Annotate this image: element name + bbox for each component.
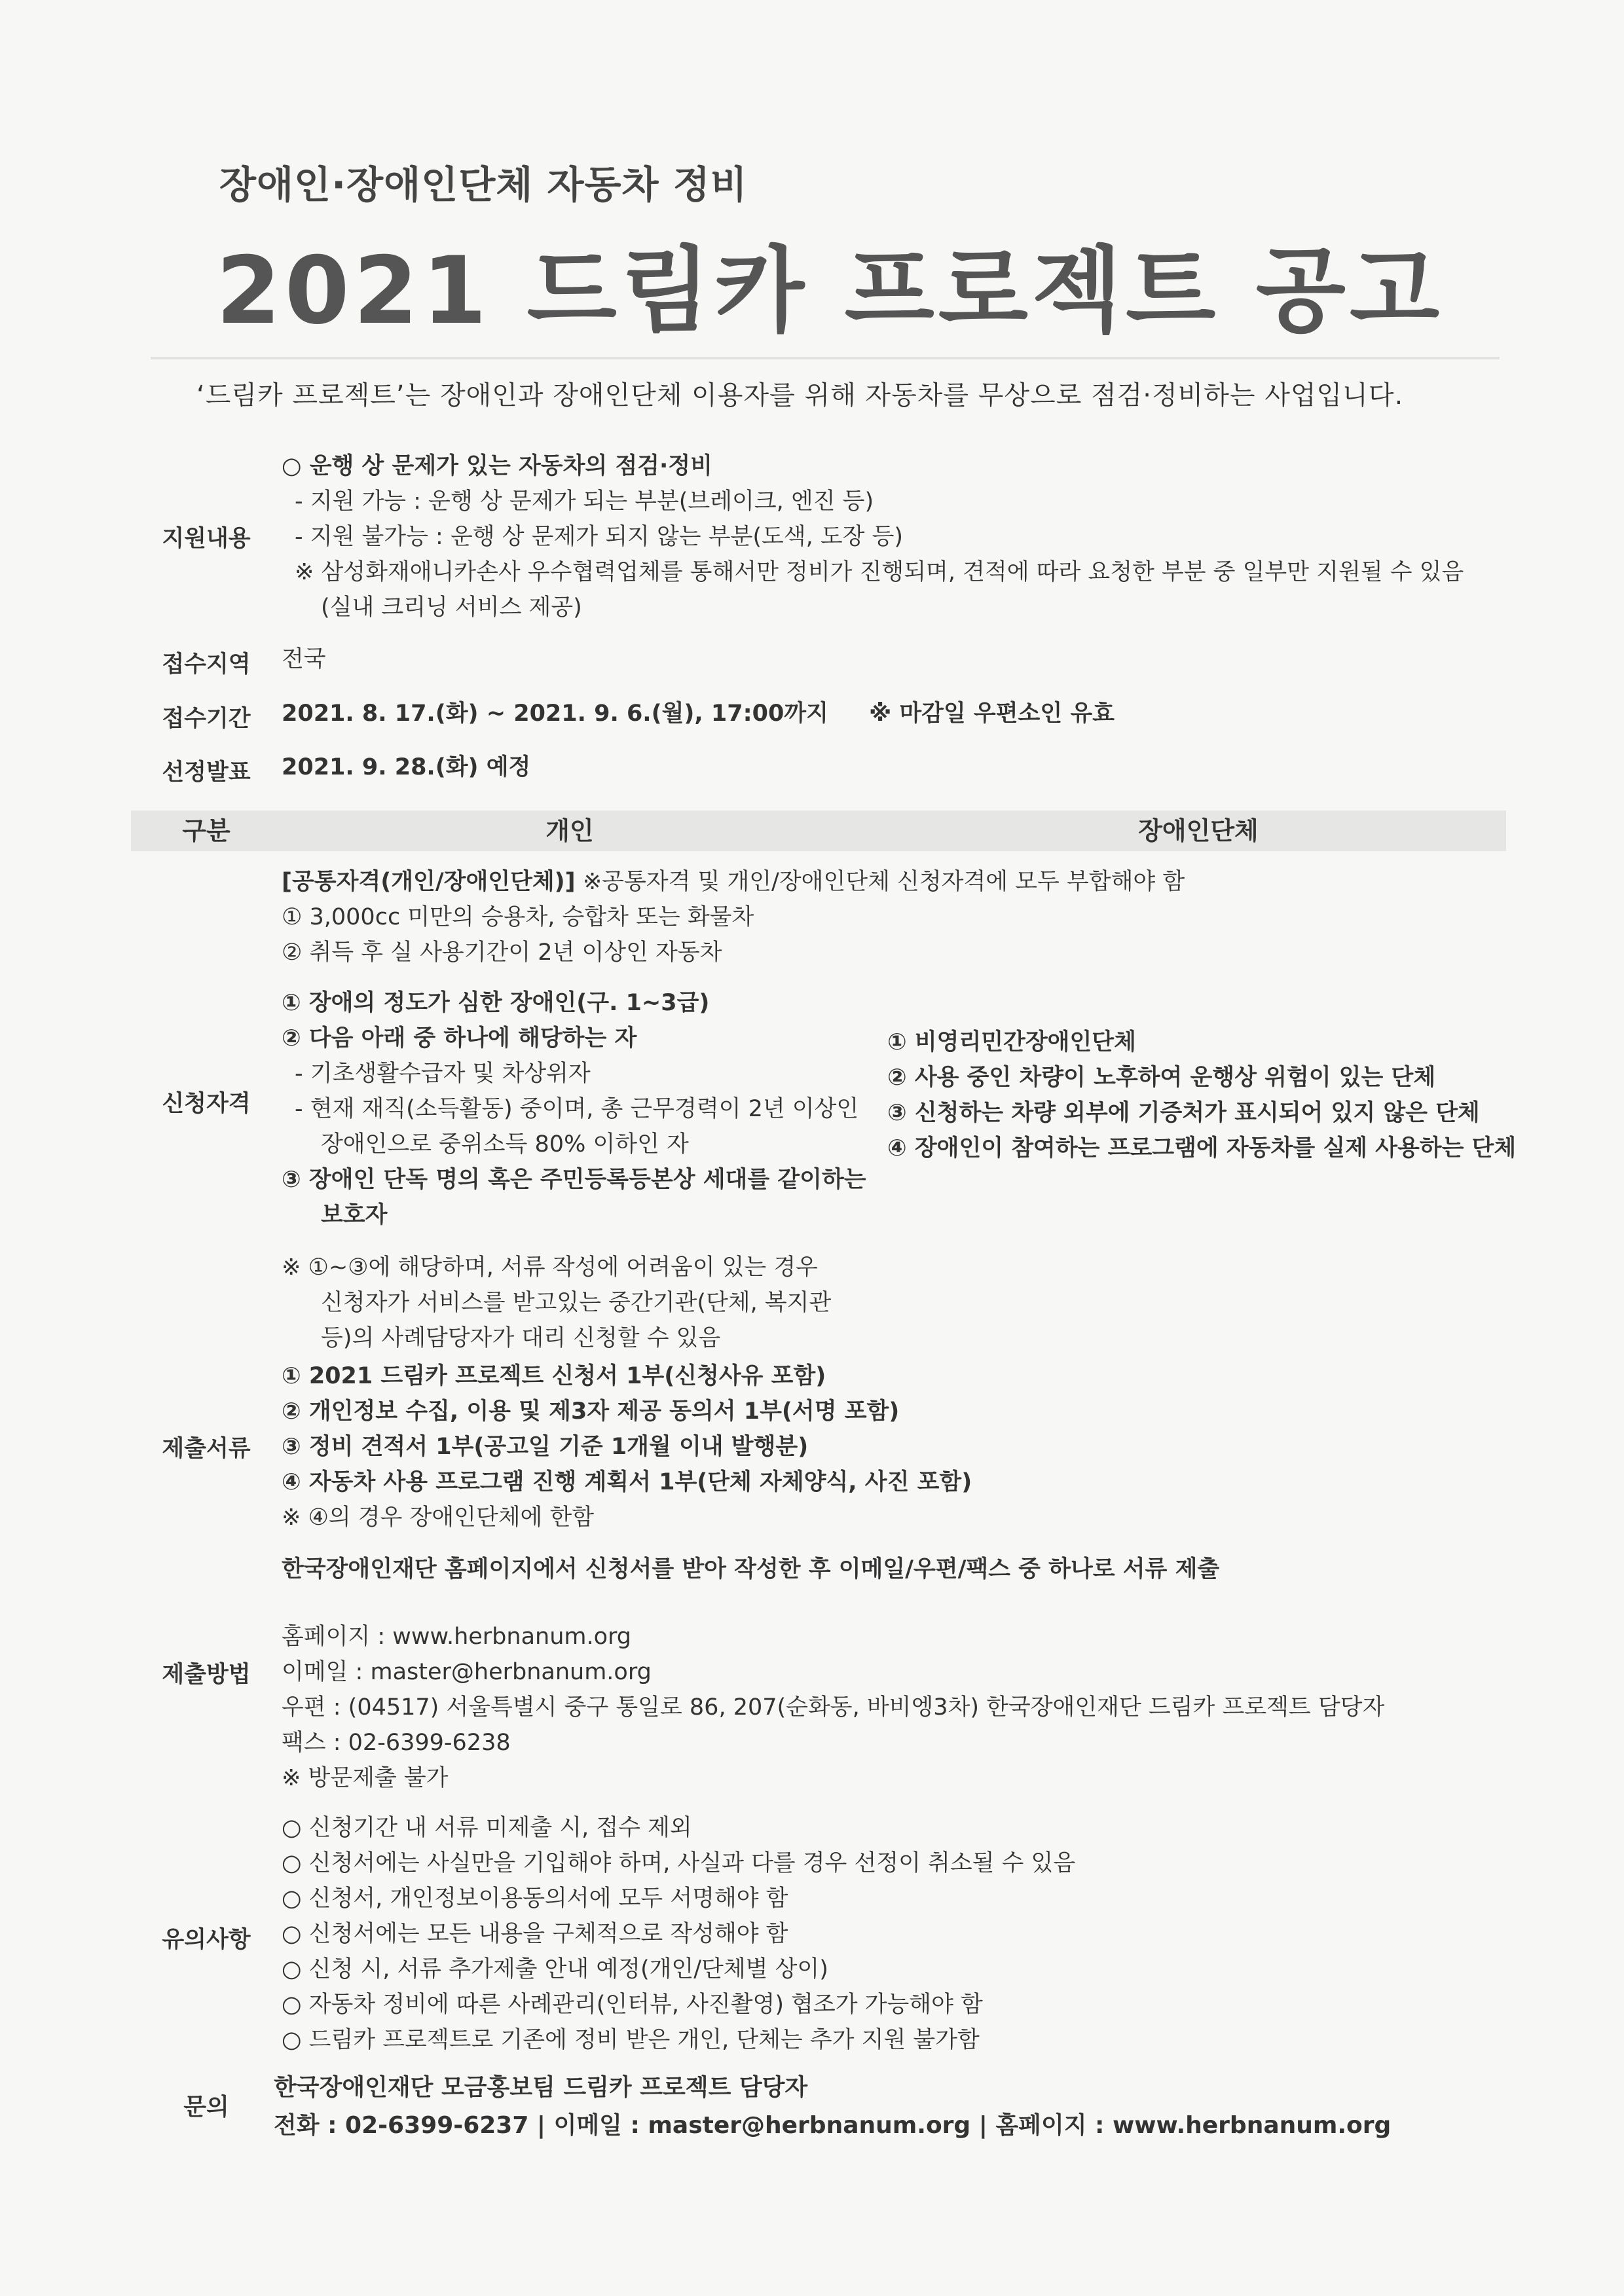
note-item: ○ 신청 시, 서류 추가제출 안내 예정(개인/단체별 상이): [282, 1956, 828, 1982]
announce-value: 2021. 9. 28.(화) 예정: [282, 754, 531, 780]
period-value: 2021. 8. 17.(화) ~ 2021. 9. 6.(월), 17:00까지: [282, 701, 828, 727]
individual-item: ③ 장애인 단독 명의 혹은 주민등록등본상 세대를 같이하는: [282, 1167, 866, 1193]
note-item: ○ 자동차 정비에 따른 사례관리(인터뷰, 사진촬영) 협조가 가능해야 함: [282, 1992, 983, 2018]
individual-item: ① 장애의 정도가 심한 장애인(구. 1~3급): [282, 990, 710, 1016]
note-item: ○ 신청서, 개인정보이용동의서에 모두 서명해야 함: [282, 1886, 788, 1912]
contact-label: 문의: [183, 2094, 229, 2121]
common-title: [공통자격(개인/장애인단체)]: [282, 869, 576, 895]
notes-block: [282, 1810, 1513, 2058]
support-line: (실내 크리닝 서비스 제공): [321, 594, 582, 621]
submission-label: 제출방법: [162, 1662, 251, 1688]
period-block: [282, 696, 1513, 731]
region-block: [282, 642, 1513, 677]
eligibility-organization: [887, 1025, 1517, 1166]
submission-fax: 팩스 : 02-6399-6238: [282, 1730, 511, 1756]
submission-headline: 한국장애인재단 홈페이지에서 신청서를 받아 작성한 후 이메일/우편/팩스 중 하나로 서류 제출: [282, 1556, 1220, 1582]
submission-homepage: 홈페이지 : www.herbnanum.org: [282, 1624, 632, 1650]
individual-item: 장애인으로 중위소득 80% 이하인 자: [321, 1131, 689, 1157]
page-title: 2021 드림카 프로젝트 공고: [216, 237, 1444, 345]
support-block: [282, 448, 1513, 625]
period-line: [282, 696, 1513, 731]
organization-item: ④ 장애인이 참여하는 프로그램에 자동차를 실제 사용하는 단체: [887, 1135, 1517, 1161]
submission-post: 우편 : (04517) 서울특별시 중구 통일로 86, 207(순화동, 바비엥3차) 한국장애인재단 드림카 프로젝트 담당자: [282, 1694, 1385, 1721]
support-line: - 지원 불가능 : 운행 상 문제가 되지 않는 부분(도색, 도장 등): [295, 524, 904, 550]
submission-headline-block: [282, 1552, 1513, 1587]
contact-details: 전화 : 02-6399-6237 | 이메일 : master@herbnanum.org | 홈페이지 : www.herbnanum.org: [274, 2112, 1392, 2139]
documents-note: ※ ④의 경우 장애인단체에 한함: [282, 1504, 595, 1531]
header-individual: 개인: [545, 816, 594, 845]
note-item: ○ 신청서에는 사실만을 기입해야 하며, 사실과 다를 경우 선정이 취소될 수 있음: [282, 1850, 1076, 1876]
announce-block: [282, 750, 1513, 785]
notes-label: 유의사항: [162, 1927, 251, 1953]
eligibility-label: 신청자격: [162, 1091, 251, 1117]
eligibility-individual: [282, 985, 910, 1356]
support-label: 지원내용: [162, 526, 251, 552]
individual-note: 등)의 사례담당자가 대리 신청할 수 있음: [321, 1325, 721, 1351]
title-divider: [151, 357, 1500, 359]
region-value: 전국: [282, 646, 326, 672]
intro-text: ‘드림카 프로젝트’는 장애인과 장애인단체 이용자를 위해 자동차를 무상으로 점검·정비하는 사업입니다.: [196, 380, 1404, 410]
header-category: 구분: [182, 816, 231, 845]
note-item: ○ 신청서에는 모든 내용을 구체적으로 작성해야 함: [282, 1921, 788, 1947]
support-line: ○ 운행 상 문제가 있는 자동차의 점검·정비: [282, 453, 712, 479]
document-item: ② 개인정보 수집, 이용 및 제3자 제공 동의서 1부(서명 포함): [282, 1398, 900, 1425]
individual-note: 신청자가 서비스를 받고있는 중간기관(단체, 복지관: [321, 1290, 832, 1316]
common-note: ※공통자격 및 개인/장애인단체 신청자격에 모두 부합해야 함: [575, 869, 1185, 895]
period-label: 접수기간: [162, 706, 251, 732]
common-title-line: [282, 864, 1513, 900]
individual-item: - 현재 재직(소득활동) 중이며, 총 근무경력이 2년 이상인: [295, 1096, 859, 1122]
organization-item: ② 사용 중인 차량이 노후하여 운행상 위험이 있는 단체: [887, 1065, 1436, 1091]
submission-block: [282, 1619, 1513, 1796]
individual-item: 보호자: [321, 1202, 388, 1228]
subtitle: 장애인·장애인단체 자동차 정비: [219, 162, 748, 207]
common-item: ② 취득 후 실 사용기간이 2년 이상인 자동차: [282, 939, 722, 966]
eligibility-common: [282, 864, 1513, 970]
contact-block: [274, 2069, 1518, 2145]
common-item: ① 3,000cc 미만의 승용차, 승합차 또는 화물차: [282, 904, 754, 930]
organization-item: ③ 신청하는 차량 외부에 기증처가 표시되어 있지 않은 단체: [887, 1100, 1480, 1126]
document-item: ③ 정비 견적서 1부(공고일 기준 1개월 이내 발행분): [282, 1434, 809, 1460]
support-line: ※ 삼성화재애니카손사 우수협력업체를 통해서만 정비가 진행되며, 견적에 따라 요청한 부분 중 일부만 지원될 수 있음: [295, 559, 1464, 585]
contact-team: 한국장애인재단 모금홍보팀 드림카 프로젝트 담당자: [274, 2074, 808, 2101]
submission-email: 이메일 : master@herbnanum.org: [282, 1659, 652, 1685]
individual-item: ② 다음 아래 중 하나에 해당하는 자: [282, 1025, 637, 1051]
announce-label: 선정발표: [162, 759, 251, 786]
individual-note: ※ ①~③에 해당하며, 서류 작성에 어려움이 있는 경우: [282, 1254, 818, 1281]
note-item: ○ 신청기간 내 서류 미제출 시, 접수 제외: [282, 1815, 692, 1841]
support-line: - 지원 가능 : 운행 상 문제가 되는 부분(브레이크, 엔진 등): [295, 488, 874, 515]
documents-block: [282, 1358, 1513, 1535]
document-item: ① 2021 드림카 프로젝트 신청서 1부(신청사유 포함): [282, 1363, 826, 1389]
individual-item: - 기초생활수급자 및 차상위자: [295, 1061, 591, 1087]
header-organization: 장애인단체: [1138, 816, 1259, 845]
documents-label: 제출서류: [162, 1436, 251, 1462]
note-item: ○ 드림카 프로젝트로 기존에 정비 받은 개인, 단체는 추가 지원 불가함: [282, 2027, 980, 2053]
region-label: 접수지역: [162, 651, 251, 678]
organization-item: ① 비영리민간장애인단체: [887, 1029, 1136, 1055]
period-note: ※ 마감일 우편소인 유효: [869, 701, 1115, 727]
document-item: ④ 자동차 사용 프로그램 진행 계획서 1부(단체 자체양식, 사진 포함): [282, 1469, 972, 1495]
submission-note: ※ 방문제출 불가: [282, 1765, 449, 1791]
